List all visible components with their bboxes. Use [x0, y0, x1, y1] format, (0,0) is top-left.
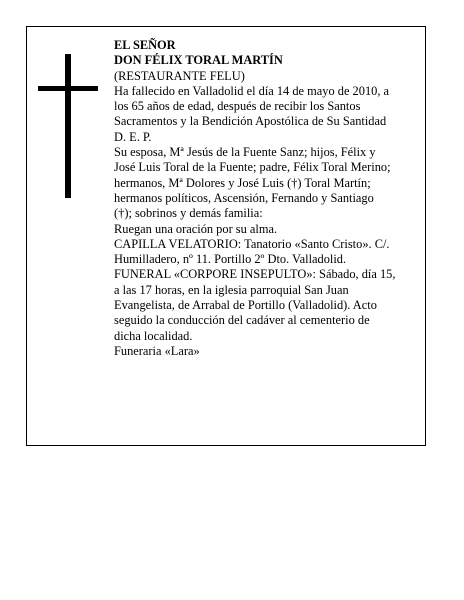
cross-vertical-bar — [65, 54, 71, 198]
funeral-line: seguido la conducción del cadáver al cementerio de — [114, 313, 370, 328]
announcement-line: Ha fallecido en Valladolid el día 14 de mayo de 2010, a — [114, 83, 390, 98]
chapel-line: CAPILLA VELATORIO: Tanatorio «Santo Cristo». C/. — [114, 236, 390, 251]
obituary-text — [114, 38, 420, 359]
funeral-line: a las 17 horas, en la iglesia parroquial San Juan — [114, 282, 349, 297]
family-line: hermanos políticos, Ascensión, Fernando y Santiago — [114, 190, 374, 205]
family-line: (†); sobrinos y demás familia: — [114, 206, 263, 221]
funeral-line: dicha localidad. — [114, 328, 193, 343]
obituary-title-line: EL SEÑOR — [114, 38, 176, 52]
funeral-line: Evangelista, de Arrabal de Portillo (Valladolid). Acto — [114, 298, 377, 313]
chapel-line: Humilladero, nº 11. Portillo 2º Dto. Valladolid. — [114, 252, 347, 267]
latin-cross-icon — [38, 54, 98, 198]
family-line: Su esposa, Mª Jesús de la Fuente Sanz; hijos, Félix y — [114, 145, 376, 160]
prayer-request-line: Ruegan una oración por su alma. — [114, 221, 278, 236]
cross-horizontal-bar — [38, 86, 98, 91]
family-line: hermanos, Mª Dolores y José Luis (†) Toral Martín; — [114, 175, 371, 190]
announcement-line: los 65 años de edad, después de recibir los Santos — [114, 99, 361, 114]
funeral-line: FUNERAL «CORPORE INSEPULTO»: Sábado, día 15, — [114, 267, 396, 282]
family-line: José Luis Toral de la Fuente; padre, Félix Toral Merino; — [114, 160, 391, 175]
announcement-line: Sacramentos y la Bendición Apostólica de Su Santidad — [114, 114, 387, 129]
obituary-subtitle: (RESTAURANTE FELU) — [114, 68, 245, 83]
deceased-name: DON FÉLIX TORAL MARTÍN — [114, 53, 283, 68]
funeral-home-line: Funeraria «Lara» — [114, 343, 200, 358]
announcement-line: D. E. P. — [114, 129, 152, 144]
